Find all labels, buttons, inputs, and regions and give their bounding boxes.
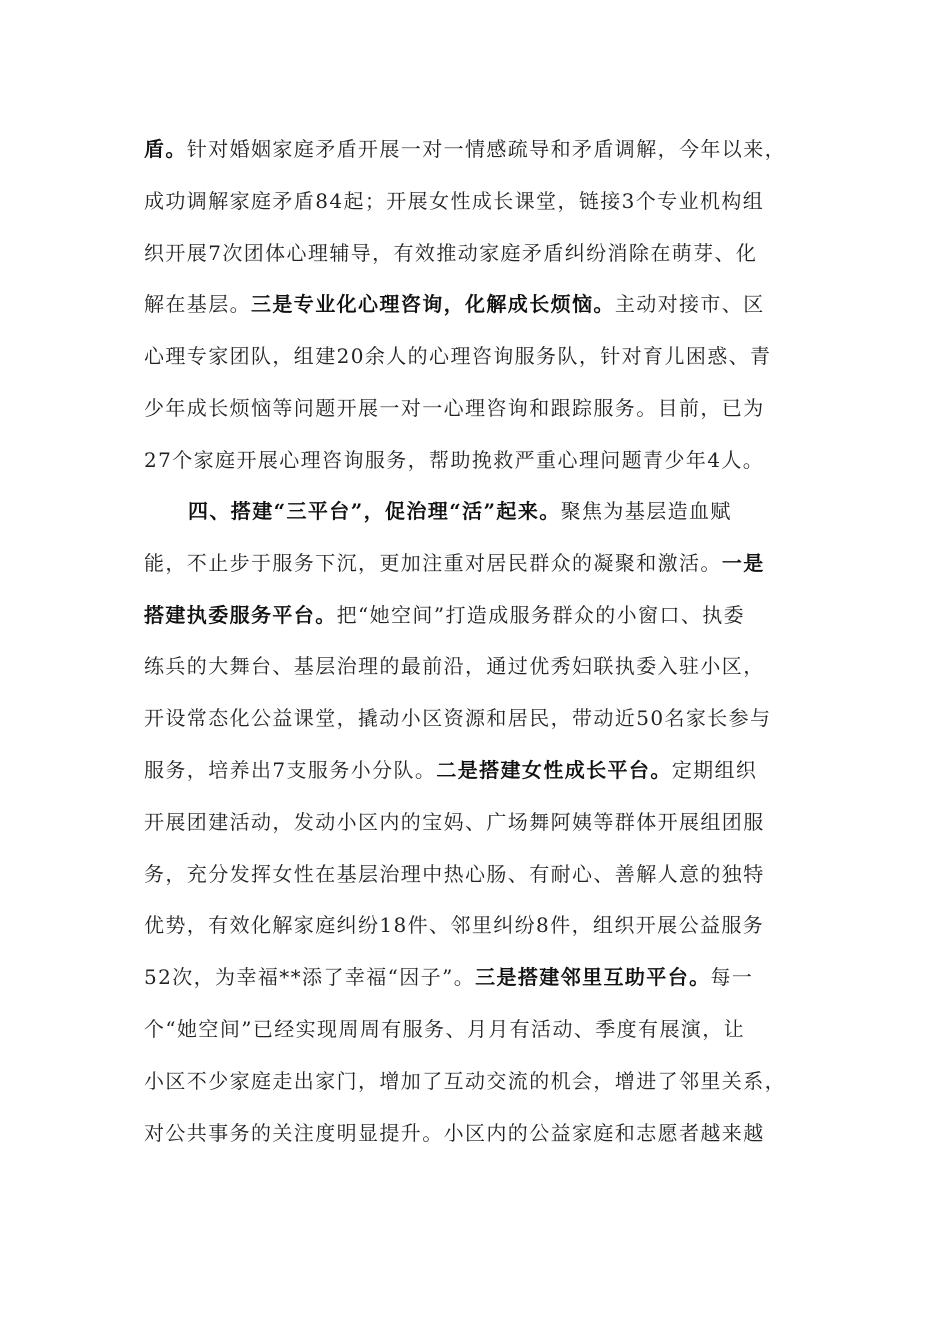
bold-text-run: 盾。 [144, 137, 187, 161]
text-line [144, 538, 808, 590]
text-line [144, 176, 808, 228]
text-run: 聚焦为基层造血赋 [560, 499, 732, 523]
text-run: 练兵的大舞台、基层治理的最前沿，通过优秀妇联执委入驻小区， [144, 654, 765, 679]
text-line [144, 228, 808, 280]
text-line [144, 1108, 808, 1160]
bold-text-run: 一是 [721, 550, 765, 575]
text-run: 把“她空间”打造成服务群众的小窗口、执委 [336, 602, 746, 627]
text-run: 开展团建活动，发动小区内的宝妈、广场舞阿姨等群体开展组团服 [144, 809, 765, 834]
text-run: 主动对接市、区 [614, 292, 765, 317]
text-line [144, 279, 808, 331]
text-run: 能，不止步于服务下沉，更加注重对居民群众的凝聚和激活。 [144, 550, 722, 575]
bold-text-run: 二是搭建女性成长平台。 [436, 757, 672, 782]
text-run: 个“她空间”已经实现周周有服务、月月有活动、季度有展演，让 [144, 1016, 746, 1041]
text-line [144, 797, 808, 849]
text-line [144, 590, 808, 642]
paragraph-2 [144, 486, 808, 1159]
text-run: 心理专家团队，组建20余人的心理咨询服务队，针对育儿困惑、青 [144, 344, 772, 369]
text-run: 开设常态化公益课堂，撬动小区资源和居民，带动近50名家长参与 [144, 706, 772, 731]
text-run: 务，充分发挥女性在基层治理中热心肠、有耐心、善解人意的独特 [144, 861, 765, 886]
text-run: 少年成长烦恼等问题开展一对一心理咨询和跟踪服务。目前，已为 [144, 395, 765, 420]
text-line [144, 900, 808, 952]
text-run: 优势，有效化解家庭纠纷18件、邻里纠纷8件，组织开展公益服务 [144, 913, 765, 938]
paragraph-1 [144, 124, 808, 487]
text-line [144, 1004, 808, 1056]
text-line [144, 952, 808, 1004]
text-line [144, 435, 808, 487]
text-line [144, 486, 808, 538]
text-run: 定期组织 [671, 757, 758, 782]
text-line [144, 849, 808, 901]
text-line [144, 124, 808, 176]
text-run: 成功调解家庭矛盾84起；开展女性成长课堂，链接3个专业机构组 [144, 188, 765, 213]
text-run: 服务，培养出7支服务小分队。 [144, 757, 437, 782]
text-run: 对公共事务的关注度明显提升。小区内的公益家庭和志愿者越来越 [144, 1120, 765, 1145]
bold-text-run: 四、搭建“三平台”，促治理“活”起来。 [188, 499, 561, 523]
bold-text-run: 搭建执委服务平台。 [144, 602, 337, 627]
text-line [144, 383, 808, 435]
text-line [144, 693, 808, 745]
text-line [144, 331, 808, 383]
bold-text-run: 三是搭建邻里互助平台。 [475, 965, 711, 990]
text-run: 每一 [710, 965, 754, 990]
text-line [144, 1056, 808, 1108]
text-line [144, 745, 808, 797]
bold-text-run: 三是专业化心理咨询，化解成长烦恼。 [251, 292, 615, 317]
text-run: 27个家庭开展心理咨询服务，帮助挽救严重心理问题青少年4人。 [144, 447, 765, 472]
text-run: 针对婚姻家庭矛盾开展一对一情感疏导和矛盾调解，今年以来， [186, 137, 787, 161]
text-run: 解在基层。 [144, 292, 251, 317]
text-run: 小区不少家庭走出家门，增加了互动交流的机会，增进了邻里关系， [144, 1068, 786, 1093]
text-line [144, 641, 808, 693]
text-run: 52次，为幸福**添了幸福“因子”。 [144, 965, 476, 990]
text-run: 织开展7次团体心理辅导，有效推动家庭矛盾纠纷消除在萌芽、化 [144, 240, 758, 265]
